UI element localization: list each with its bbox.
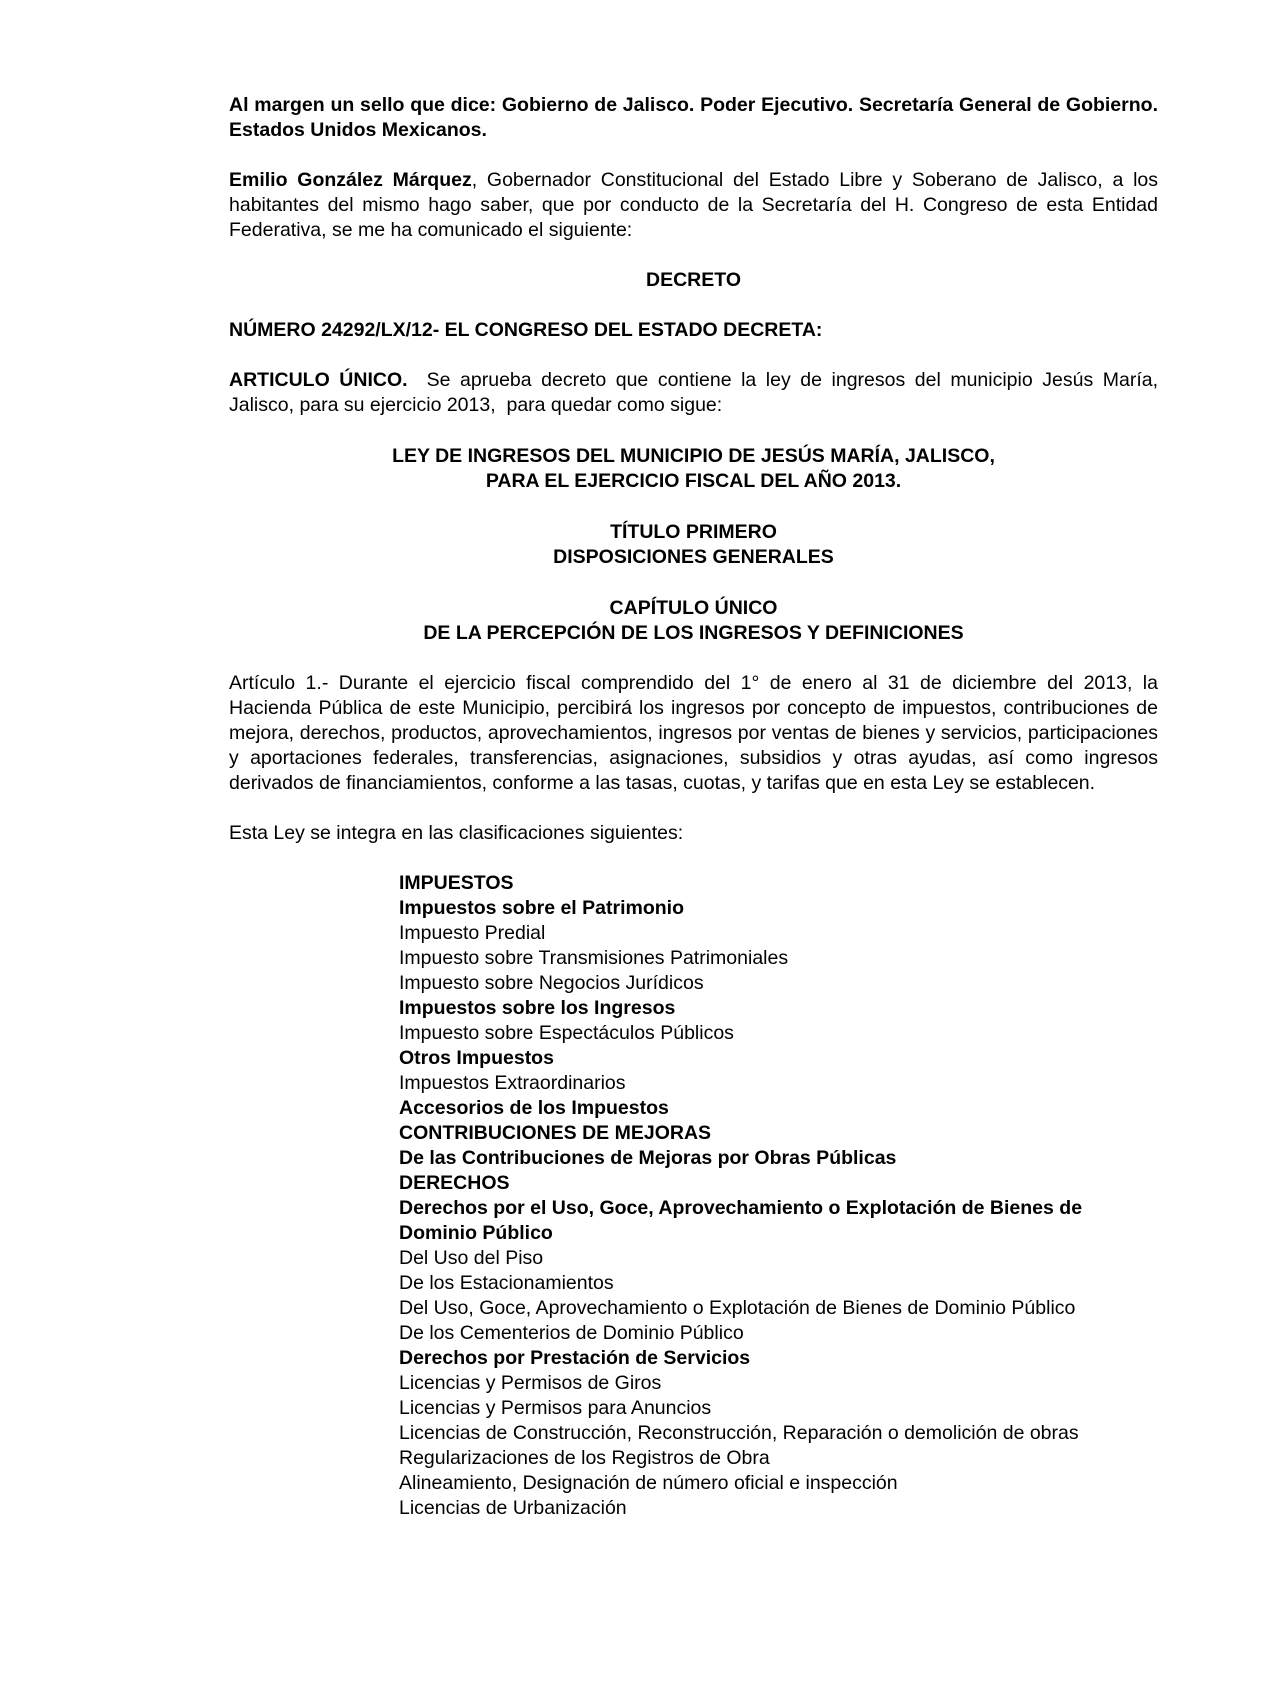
classification-item: Del Uso, Goce, Aprovechamiento o Explotación de Bienes de Dominio Público bbox=[399, 1297, 1076, 1319]
seal-paragraph: Al margen un sello que dice: Gobierno de Jalisco. Poder Ejecutivo. Secretaría General de Gobierno. Estados Unidos Mexicanos. bbox=[229, 94, 1158, 141]
classification-item: Licencias y Permisos para Anuncios bbox=[399, 1397, 712, 1419]
classification-heading: IMPUESTOS bbox=[399, 872, 514, 894]
classification-heading: De las Contribuciones de Mejoras por Obras Públicas bbox=[399, 1147, 897, 1169]
classification-heading: Impuestos sobre los Ingresos bbox=[399, 997, 676, 1019]
titulo-line-2: DISPOSICIONES GENERALES bbox=[553, 546, 834, 568]
decree-number: NÚMERO 24292/LX/12- EL CONGRESO DEL ESTADO DECRETA: bbox=[229, 319, 823, 341]
classification-item: Alineamiento, Designación de número oficial e inspección bbox=[399, 1472, 898, 1494]
articulo-unico-text: Se aprueba decreto que contiene la ley de ingresos del municipio Jesús María, Jalisco, para su ejercicio 2013, para quedar como sigue: bbox=[229, 369, 1169, 416]
classification-item: Del Uso del Piso bbox=[399, 1247, 544, 1269]
articulo-unico-paragraph bbox=[229, 368, 1169, 418]
classification-item: Impuesto sobre Espectáculos Públicos bbox=[399, 1022, 734, 1044]
law-title-line-2: PARA EL EJERCICIO FISCAL DEL AÑO 2013. bbox=[485, 470, 902, 492]
classification-list bbox=[399, 871, 1158, 1521]
classification-item: Impuesto sobre Transmisiones Patrimoniales bbox=[399, 947, 789, 969]
decree-title: DECRETO bbox=[646, 269, 741, 291]
classification-item: Licencias y Permisos de Giros bbox=[399, 1372, 662, 1394]
document-page bbox=[229, 93, 1169, 1521]
law-title bbox=[229, 444, 1158, 494]
law-title-line-1: LEY DE INGRESOS DEL MUNICIPIO DE JESÚS MARÍA, JALISCO, bbox=[392, 445, 995, 467]
classification-item: Impuesto sobre Negocios Jurídicos bbox=[399, 972, 704, 994]
classification-item: Regularizaciones de los Registros de Obra bbox=[399, 1447, 770, 1469]
classification-item: Impuesto Predial bbox=[399, 922, 546, 944]
titulo-line-1: TÍTULO PRIMERO bbox=[610, 521, 777, 543]
classification-item: Impuestos Extraordinarios bbox=[399, 1072, 626, 1094]
classification-heading: Derechos por el Uso, Goce, Aprovechamiento o Explotación de Bienes de Dominio Público bbox=[399, 1197, 1083, 1244]
classification-item: Licencias de Urbanización bbox=[399, 1497, 627, 1519]
classification-heading: CONTRIBUCIONES DE MEJORAS bbox=[399, 1122, 712, 1144]
classification-heading: Derechos por Prestación de Servicios bbox=[399, 1347, 751, 1369]
capitulo-heading bbox=[229, 596, 1158, 646]
classification-heading: Otros Impuestos bbox=[399, 1047, 554, 1069]
classification-item: De los Estacionamientos bbox=[399, 1272, 614, 1294]
articulo-unico-label: ARTICULO ÚNICO. bbox=[229, 369, 408, 391]
classification-item: Licencias de Construcción, Reconstrucción, Reparación o demolición de obras bbox=[399, 1422, 1079, 1444]
governor-text: , Gobernador Constitucional del Estado Libre y Soberano de Jalisco, a los habitantes del mismo hago saber, que por conducto de la Secretaría del H. Congreso de esta Entidad Federativa, se me ha comunicado el siguiente: bbox=[229, 169, 1158, 241]
article-1-paragraph: Artículo 1.- Durante el ejercicio fiscal comprendido del 1° de enero al 31 de diciembre del 2013, la Hacienda Pública de este Municipio, percibirá los ingresos por concepto de impuestos, contribuciones de mejora, derechos, productos, aprovechamientos, ingresos por ventas de bienes y servicios, participaciones y aportaciones federales, transferencias, asignaciones, subsidios y otras ayudas, así como ingresos derivados de financiamientos, conforme a las tasas, cuotas, y tarifas que en esta Ley se establecen. bbox=[229, 672, 1158, 794]
governor-name: Emilio González Márquez bbox=[229, 169, 472, 191]
titulo-heading bbox=[229, 520, 1158, 570]
governor-paragraph bbox=[229, 168, 1158, 243]
capitulo-line-2: DE LA PERCEPCIÓN DE LOS INGRESOS Y DEFINICIONES bbox=[423, 622, 964, 644]
integra-paragraph: Esta Ley se integra en las clasificaciones siguientes: bbox=[229, 822, 684, 844]
classification-heading: Accesorios de los Impuestos bbox=[399, 1097, 669, 1119]
classification-heading: DERECHOS bbox=[399, 1172, 510, 1194]
classification-item: De los Cementerios de Dominio Público bbox=[399, 1322, 744, 1344]
classification-heading: Impuestos sobre el Patrimonio bbox=[399, 897, 684, 919]
capitulo-line-1: CAPÍTULO ÚNICO bbox=[609, 597, 778, 619]
